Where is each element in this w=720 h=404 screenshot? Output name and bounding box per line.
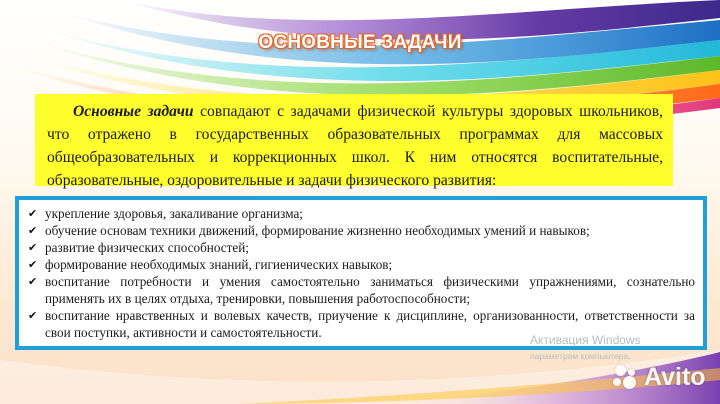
intro-highlight-box	[35, 94, 673, 189]
checkmark-icon: ✔	[28, 224, 38, 237]
list-item	[27, 239, 695, 256]
task-text: воспитание потребности и умения самостоятельно заниматься физическими упражнениями, сознательно применять их в целях отдыха, тренировки, повышения работоспособности;	[45, 274, 695, 306]
checkmark-icon: ✔	[28, 309, 38, 322]
watermark-line-1: Активация Windows	[530, 333, 641, 347]
slide-title: ОСНОВНЫЕ ЗАДАЧИ	[258, 32, 462, 53]
checkmark-icon: ✔	[28, 258, 38, 271]
tasks-list-box	[15, 196, 707, 350]
checkmark-icon: ✔	[28, 275, 38, 288]
list-item	[27, 205, 695, 222]
task-text: укрепление здоровья, закаливание организма;	[45, 206, 303, 221]
avito-dots-icon	[612, 363, 640, 391]
task-text: развитие физических способностей;	[45, 240, 249, 255]
list-item	[27, 273, 695, 307]
checkmark-icon: ✔	[28, 207, 38, 220]
intro-lead-text: Основные задачи	[73, 103, 194, 120]
task-text: обучение основам техники движений, формирование жизненно необходимых умений и навыков;	[45, 223, 590, 238]
watermark-line-2: параметрам компьютера.	[530, 351, 631, 361]
intro-body-text: совпадают с задачами физической культуры здоровых школьников, что отражено в государственных образовательных программах для массовых общеобразовательных и коррекционных школ. К ним относятся воспитательные, образовательные, оздоровительные и задачи физического развития:	[47, 103, 663, 189]
avito-logo-text: Avito	[644, 362, 706, 391]
list-item	[27, 222, 695, 239]
list-item	[27, 256, 695, 273]
task-text: воспитание нравственных и волевых качеств, приучение к дисциплине, организованности, ответственности за свои поступки, активности и самостоятельности.	[45, 308, 695, 340]
task-text: формирование необходимых знаний, гигиенических навыков;	[45, 257, 393, 272]
checkmark-icon: ✔	[28, 241, 38, 254]
windows-activation-watermark	[530, 333, 641, 362]
avito-logo	[612, 362, 712, 392]
tasks-list	[27, 205, 695, 341]
